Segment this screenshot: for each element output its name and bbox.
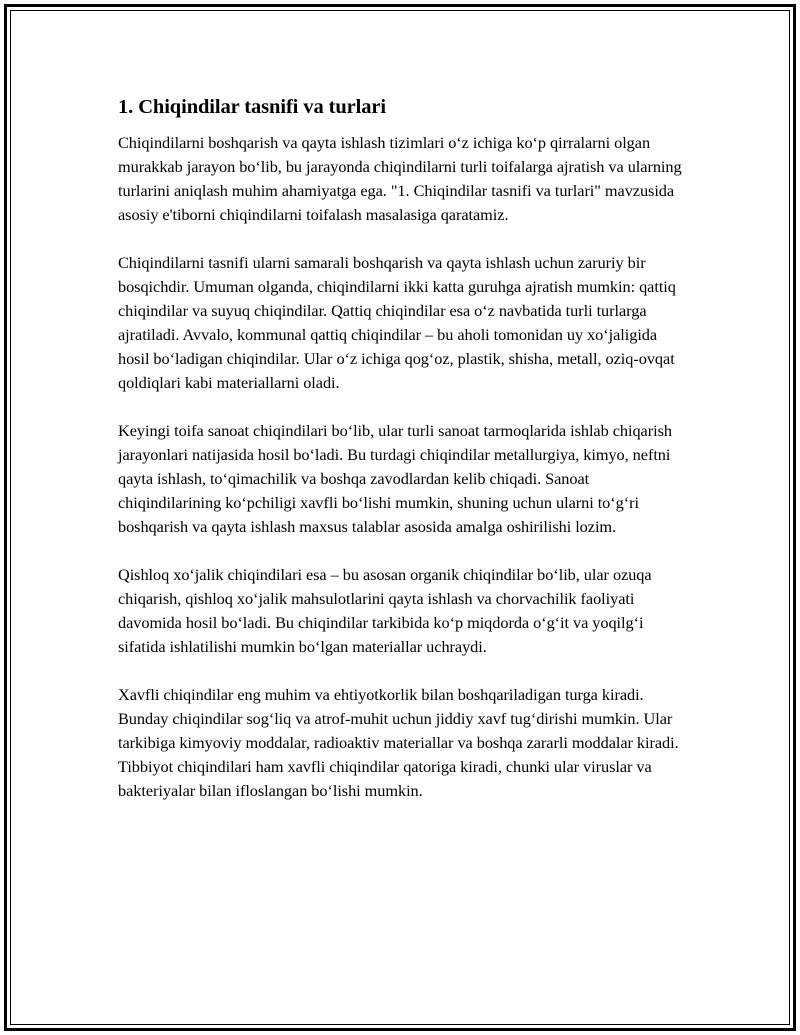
- paragraph-hazardous-waste: Xavfli chiqindilar eng muhim va ehtiyotkorlik bilan boshqariladigan turga kiradi. Bunday chiqindilar sog‘liq va atrof-muhit uchun jiddiy xavf tug‘dirishi mumkin. Ular tarkibiga kimyoviy moddalar, radioaktiv materiallar va boshqa zararli moddalar kiradi. Tibbiyot chiqindilari ham xavfli chiqindilar qatoriga kiradi, chunki ular viruslar va bakteriyalar bilan ifloslangan bo‘lishi mumkin.: [118, 685, 679, 800]
- document-body: [118, 93, 688, 827]
- paragraph-intro: Chiqindilarni boshqarish va qayta ishlash tizimlari o‘z ichiga ko‘p qirralarni olgan murakkab jarayon bo‘lib, bu jarayonda chiqindilarni turli toifalarga ajratish va ularning turlarini aniqlash muhim ahamiyatga ega. "1. Chiqindilar tasnifi va turlari" mavzusida asosiy e'tiborni chiqindilarni toifalash masalasiga qaratamiz.: [118, 133, 682, 224]
- section-heading: 1. Chiqindilar tasnifi va turlari: [118, 96, 386, 118]
- paragraph-agricultural-waste: Qishloq xo‘jalik chiqindilari esa – bu asosan organik chiqindilar bo‘lib, ular ozuqa chiqarish, qishloq xo‘jalik mahsulotlarini qayta ishlash va chorvachilik faoliyati davomida hosil bo‘ladi. Bu chiqindilar tarkibida ko‘p miqdorda o‘g‘it va yoqilg‘i sifatida ishlatilishi mumkin bo‘lgan materiallar uchraydi.: [118, 565, 652, 656]
- paragraph-classification: Chiqindilarni tasnifi ularni samarali boshqarish va qayta ishlash uchun zaruriy bir bosqichdir. Umuman olganda, chiqindilarni ikki katta guruhga ajratish mumkin: qattiq chiqindilar va suyuq chiqindilar. Qattiq chiqindilar esa o‘z navbatida turli turlarga ajratiladi. Avvalo, kommunal qattiq chiqindilar – bu aholi tomonidan uy xo‘jaligida hosil bo‘ladigan chiqindilar. Ular o‘z ichiga qog‘oz, plastik, shisha, metall, oziq-ovqat qoldiqlari kabi materiallarni oladi.: [118, 253, 676, 392]
- paragraph-industrial-waste: Keyingi toifa sanoat chiqindilari bo‘lib, ular turli sanoat tarmoqlarida ishlab chiqarish jarayonlari natijasida hosil bo‘ladi. Bu turdagi chiqindilar metallurgiya, kimyo, neftni qayta ishlash, to‘qimachilik va boshqa zavodlardan kelib chiqadi. Sanoat chiqindilarining ko‘pchiligi xavfli bo‘lishi mumkin, shuning uchun ularni to‘g‘ri boshqarish va qayta ishlash maxsus talablar asosida amalga oshirilishi lozim.: [118, 421, 672, 536]
